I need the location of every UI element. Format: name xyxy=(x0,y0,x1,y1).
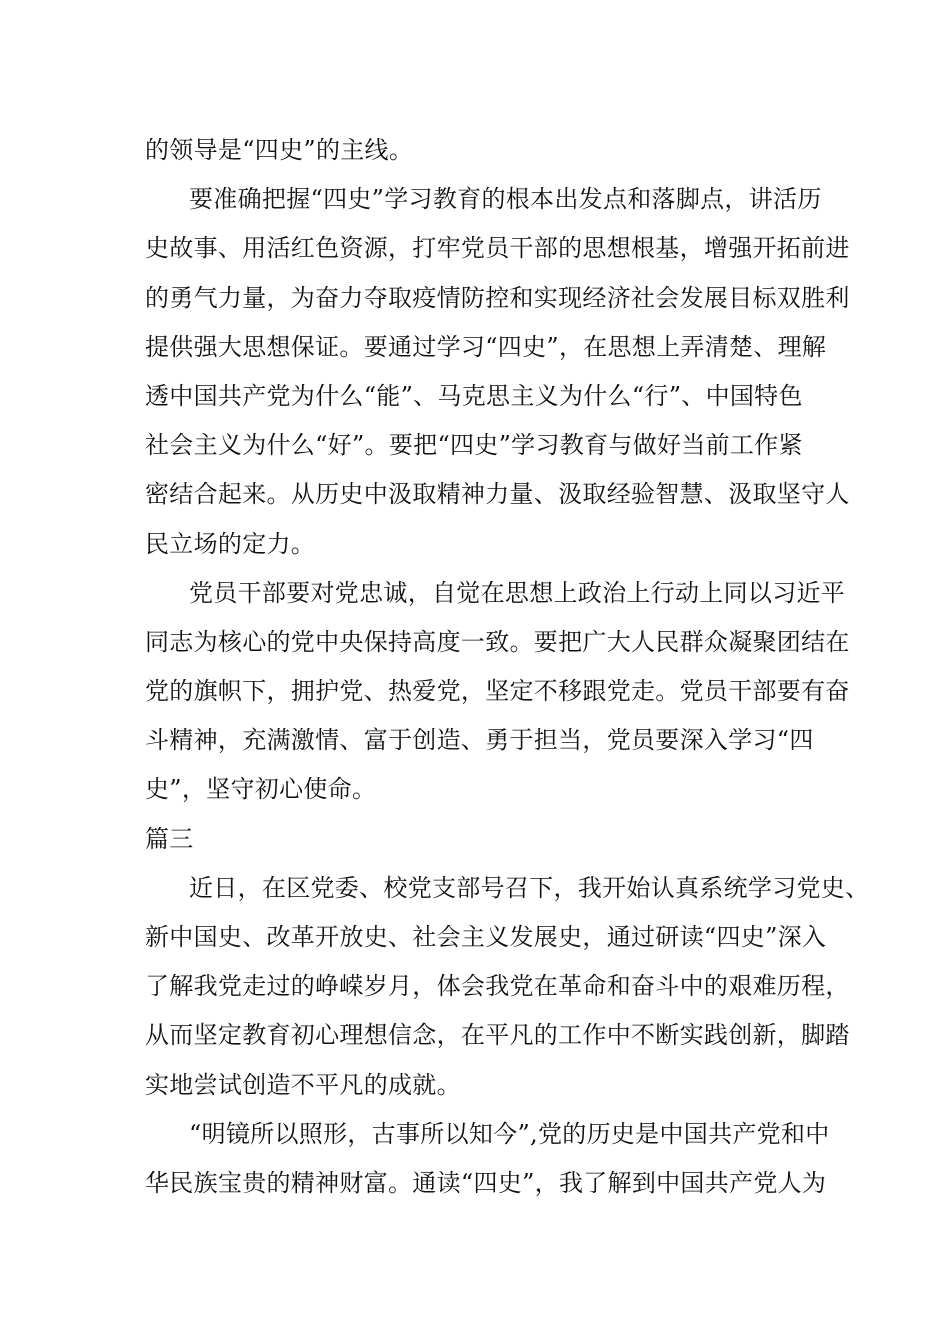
text-line-22: 华民族宝贵的精神财富。通读“四史”，我了解到中国共产党人为 xyxy=(145,1168,827,1197)
text-line-21: “明镜所以照形，古事所以知今”,党的历史是中国共产党和中 xyxy=(189,1119,830,1148)
text-line-9: 民立场的定力。 xyxy=(145,529,316,558)
text-line-4: 的勇气力量，为奋力夺取疫情防控和实现经济社会发展目标双胜利 xyxy=(145,283,850,312)
text-line-16: 近日，在区党委、校党支部号召下，我开始认真系统学习党史、 xyxy=(189,873,870,902)
text-line-17: 新中国史、改革开放史、社会主义发展史，通过研读“四史”深入 xyxy=(145,923,827,951)
text-line-12: 党的旗帜下，拥护党、热爱党，坚定不移跟党走。党员干部要有奋 xyxy=(145,677,850,706)
document-body xyxy=(145,126,870,1208)
text-line-7: 社会主义为什么“好”。要把“四史”学习教育与做好当前工作紧 xyxy=(145,431,803,460)
section-heading: 篇三 xyxy=(145,824,194,853)
text-line-11: 同志为核心的党中央保持高度一致。要把广大人民群众凝聚团结在 xyxy=(145,627,850,656)
text-line-10: 党员干部要对党忠诚，自觉在思想上政治上行动上同以习近平 xyxy=(189,578,846,607)
text-line-3: 史故事、用活红色资源，打牢党员干部的思想根基，增强开拓前进 xyxy=(145,234,850,263)
text-line-6: 透中国共产党为什么“能”、马克思主义为什么“行”、中国特色 xyxy=(145,381,803,410)
text-line-8: 密结合起来。从历史中汲取精神力量、汲取经验智慧、汲取坚守人 xyxy=(145,480,850,509)
text-line-2: 要准确把握“四史”学习教育的根本出发点和落脚点，讲活历 xyxy=(189,185,822,214)
text-line-5: 提供强大思想保证。要通过学习“四史”，在思想上弄清楚、理解 xyxy=(145,332,827,361)
text-line-19: 从而坚定教育初心理想信念，在平凡的工作中不断实践创新，脚踏 xyxy=(145,1021,850,1050)
text-line-18: 了解我党走过的峥嵘岁月，体会我党在革命和奋斗中的艰难历程， xyxy=(145,972,850,1001)
text-line-14: 史”，坚守初心使命。 xyxy=(145,775,377,804)
text-line-20: 实地尝试创造不平凡的成就。 xyxy=(145,1070,461,1099)
text-line-1: 的领导是“四史”的主线。 xyxy=(145,136,414,164)
text-line-13: 斗精神，充满激情、富于创造、勇于担当，党员要深入学习“四 xyxy=(145,726,814,755)
